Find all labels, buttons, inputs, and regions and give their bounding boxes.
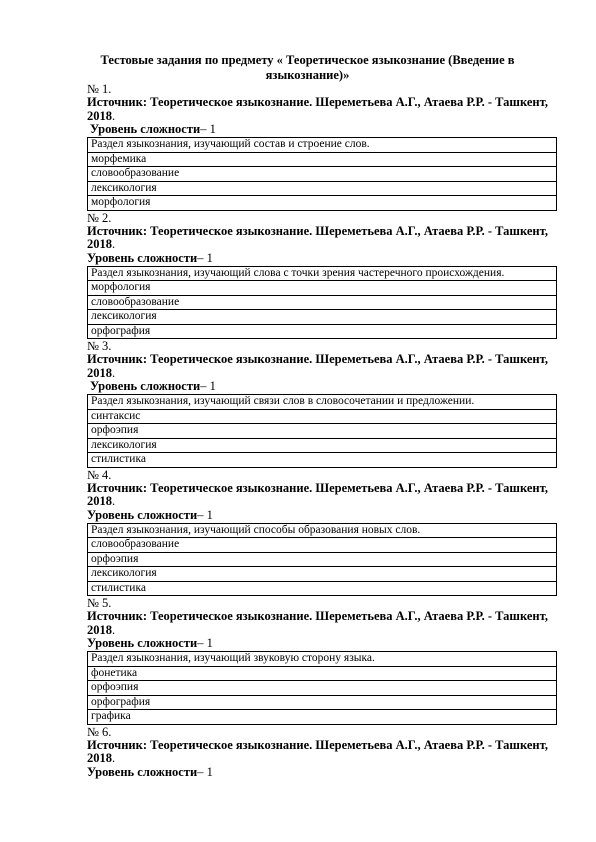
difficulty-level: Уровень сложности– 1 — [87, 764, 213, 779]
question-block — [87, 83, 557, 211]
answer-option: орфография — [88, 324, 556, 339]
answer-option: лексикология — [88, 438, 556, 453]
answer-option: лексикология — [88, 181, 556, 196]
question-number: № 5. — [87, 596, 112, 610]
answer-table — [87, 266, 557, 340]
answer-option: орфография — [88, 695, 556, 710]
question-source: Источник: Теоретическое языкознание. Шереметьева А.Г., Атаева Р.Р. - Ташкент, 2018. — [87, 223, 548, 251]
document-title: Тестовые задания по предмету « Теоретическое языкознание (Введение в языкознание)» — [100, 53, 515, 82]
question-block — [87, 212, 557, 340]
question-block — [87, 597, 557, 725]
question-block — [87, 469, 557, 597]
question-source: Источник: Теоретическое языкознание. Шереметьева А.Г., Атаева Р.Р. - Ташкент, 2018. — [87, 95, 548, 123]
answer-option: морфемика — [88, 152, 556, 167]
answer-option: графика — [88, 709, 556, 724]
answer-option: лексикология — [88, 566, 556, 581]
question-block — [87, 340, 557, 468]
answer-option: стилистика — [88, 452, 556, 467]
question-prompt: Раздел языкознания, изучающий звуковую сторону языка. — [91, 652, 375, 664]
answer-option: фонетика — [88, 666, 556, 681]
difficulty-level: Уровень сложности– 1 — [90, 379, 216, 393]
answer-option: орфоэпия — [88, 423, 556, 438]
question-prompt: Раздел языкознания, изучающий способы образования новых слов. — [91, 523, 421, 536]
question-number: № 1. — [87, 82, 112, 96]
answer-option: стилистика — [88, 581, 556, 596]
question-source: Источник: Теоретическое языкознание. Шереметьева А.Г., Атаева Р.Р. - Ташкент, 2018. — [87, 737, 548, 765]
question-number: № 6. — [87, 724, 112, 739]
question-source: Источник: Теоретическое языкознание. Шереметьева А.Г., Атаева Р.Р. - Ташкент, 2018. — [87, 480, 548, 508]
answer-option: орфоэпия — [88, 552, 556, 567]
difficulty-level: Уровень сложности– 1 — [87, 636, 213, 650]
question-block — [87, 726, 557, 779]
answer-option: словообразование — [88, 537, 556, 552]
question-number: № 3. — [87, 339, 112, 353]
answer-option: словообразование — [88, 166, 556, 181]
question-source: Источник: Теоретическое языкознание. Шереметьева А.Г., Атаева Р.Р. - Ташкент, 2018. — [87, 609, 548, 637]
answer-option: орфоэпия — [88, 680, 556, 695]
answer-option: словообразование — [88, 295, 556, 310]
answer-option: морфология — [88, 195, 556, 210]
answer-table — [87, 523, 557, 597]
question-prompt: Раздел языкознания, изучающий связи слов в словосочетании и предложении. — [91, 395, 475, 407]
question-list — [87, 83, 557, 779]
question-number: № 2. — [87, 210, 112, 225]
question-source: Источник: Теоретическое языкознание. Шереметьева А.Г., Атаева Р.Р. - Ташкент, 2018. — [87, 352, 548, 380]
difficulty-level: Уровень сложности– 1 — [87, 507, 213, 522]
difficulty-level: Уровень сложности– 1 — [87, 250, 213, 265]
question-prompt: Раздел языкознания, изучающий слова с точки зрения частеречного происхождения. — [91, 266, 505, 279]
answer-option: синтаксис — [88, 409, 556, 424]
question-prompt: Раздел языкознания, изучающий состав и строение слов. — [91, 138, 370, 150]
answer-table — [87, 137, 557, 211]
difficulty-level: Уровень сложности– 1 — [90, 122, 216, 136]
answer-option: лексикология — [88, 309, 556, 324]
answer-table — [87, 651, 557, 725]
question-number: № 4. — [87, 467, 112, 482]
answer-option: морфология — [88, 280, 556, 295]
answer-table — [87, 394, 557, 468]
